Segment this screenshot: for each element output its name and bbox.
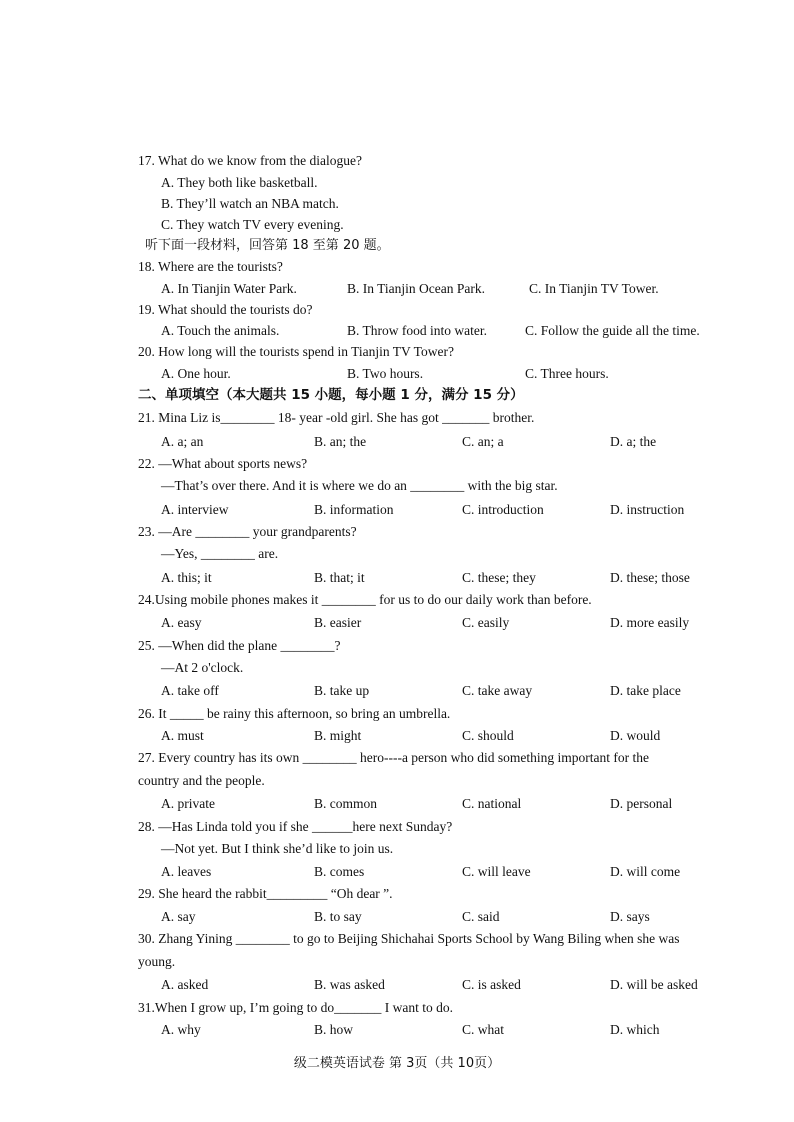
question-24-option-c: C. easily	[462, 615, 510, 630]
question-29-option-c: C. said	[462, 909, 500, 924]
question-24-option-d: D. more easily	[610, 615, 690, 630]
section-2-heading: 二、单项填空（本大题共 15 小题，每小题 1 分，满分 15 分）	[138, 387, 524, 403]
question-24-stem: 24.Using mobile phones makes it ________ for us to do our daily work than before.	[138, 592, 592, 607]
question-23-option-b: B. that; it	[314, 570, 365, 585]
question-28-option-b: B. comes	[314, 864, 365, 879]
question-21-stem: 21. Mina Liz is________ 18- year -old girl. She has got _______ brother.	[138, 410, 535, 425]
question-27-option-d: D. personal	[610, 796, 673, 811]
question-17-stem: 17. What do we know from the dialogue?	[138, 153, 362, 168]
question-26-option-a: A. must	[161, 728, 204, 743]
question-21-option-c: C. an; a	[462, 434, 504, 449]
question-17-option-a: A. They both like basketball.	[161, 175, 318, 190]
question-19-option-c: C. Follow the guide all the time.	[525, 323, 700, 338]
question-25-option-b: B. take up	[314, 683, 370, 698]
question-21-option-b: B. an; the	[314, 434, 367, 449]
page-footer: 级二模英语试卷 第 3页（共 10页）	[293, 1056, 501, 1071]
question-20-option-a: A. One hour.	[161, 366, 231, 381]
question-27-stem: 27. Every country has its own ________ hero----a person who did something important for the	[138, 750, 650, 765]
question-27-line-2: country and the people.	[138, 773, 265, 788]
question-31-option-c: C. what	[462, 1022, 504, 1037]
question-18-stem: 18. Where are the tourists?	[138, 259, 283, 274]
question-25-option-c: C. take away	[462, 683, 533, 698]
question-23-option-a: A. this; it	[161, 570, 212, 585]
question-26-stem: 26. It _____ be rainy this afternoon, so bring an umbrella.	[138, 706, 451, 721]
question-22-stem: 22. —What about sports news?	[138, 456, 308, 471]
question-28-line-2: —Not yet. But I think she’d like to join us.	[161, 841, 394, 856]
question-23-line-2: —Yes, ________ are.	[161, 546, 279, 561]
question-26-option-c: C. should	[462, 728, 514, 743]
question-21-option-a: A. a; an	[161, 434, 204, 449]
question-26-option-d: D. would	[610, 728, 661, 743]
question-22-option-a: A. interview	[161, 502, 229, 517]
question-28-option-a: A. leaves	[161, 864, 212, 879]
question-21-option-d: D. a; the	[610, 434, 657, 449]
question-19-option-b: B. Throw food into water.	[347, 323, 487, 338]
question-28-option-d: D. will come	[610, 864, 681, 879]
question-24-option-a: A. easy	[161, 615, 202, 630]
question-31-option-a: A. why	[161, 1022, 201, 1037]
question-25-option-d: D. take place	[610, 683, 681, 698]
question-22-option-d: D. instruction	[610, 502, 685, 517]
question-31-stem: 31.When I grow up, I’m going to do_______ I want to do.	[138, 1000, 453, 1015]
question-31-option-b: B. how	[314, 1022, 354, 1037]
question-30-line-2: young.	[138, 954, 176, 969]
question-23-option-c: C. these; they	[462, 570, 536, 585]
question-29-option-b: B. to say	[314, 909, 362, 924]
question-23-stem: 23. —Are ________ your grandparents?	[138, 524, 357, 539]
question-20-stem: 20. How long will the tourists spend in Tianjin TV Tower?	[138, 344, 454, 359]
question-18-option-a: A. In Tianjin Water Park.	[161, 281, 297, 296]
question-25-line-2: —At 2 o'clock.	[161, 660, 244, 675]
question-20-option-c: C. Three hours.	[525, 366, 609, 381]
question-31-option-d: D. which	[610, 1022, 660, 1037]
question-29-option-d: D. says	[610, 909, 650, 924]
question-29-option-a: A. say	[161, 909, 196, 924]
question-19-option-a: A. Touch the animals.	[161, 323, 280, 338]
question-30-option-c: C. is asked	[462, 977, 521, 992]
question-22-line-2: —That’s over there. And it is where we do an ________ with the big star.	[161, 478, 558, 493]
question-23-option-d: D. these; those	[610, 570, 690, 585]
question-22-option-b: B. information	[314, 502, 394, 517]
listening-instruction: 听下面一段材料，回答第 18 至第 20 题。	[145, 238, 390, 253]
question-26-option-b: B. might	[314, 728, 362, 743]
question-28-stem: 28. —Has Linda told you if she ______here next Sunday?	[138, 819, 453, 834]
question-25-option-a: A. take off	[161, 683, 219, 698]
question-30-stem: 30. Zhang Yining ________ to go to Beijing Shichahai Sports School by Wang Biling when she was	[138, 931, 680, 946]
question-29-stem: 29. She heard the rabbit_________ “Oh dear ”.	[138, 886, 393, 901]
question-18-option-b: B. In Tianjin Ocean Park.	[347, 281, 485, 296]
question-30-option-a: A. asked	[161, 977, 209, 992]
question-19-stem: 19. What should the tourists do?	[138, 302, 313, 317]
question-25-stem: 25. —When did the plane ________?	[138, 638, 341, 653]
question-18-option-c: C. In Tianjin TV Tower.	[529, 281, 659, 296]
question-30-option-d: D. will be asked	[610, 977, 698, 992]
question-27-option-c: C. national	[462, 796, 522, 811]
question-24-option-b: B. easier	[314, 615, 362, 630]
question-17-option-c: C. They watch TV every evening.	[161, 217, 344, 232]
question-27-option-a: A. private	[161, 796, 215, 811]
question-17-option-b: B. They’ll watch an NBA match.	[161, 196, 339, 211]
question-28-option-c: C. will leave	[462, 864, 531, 879]
question-27-option-b: B. common	[314, 796, 377, 811]
question-30-option-b: B. was asked	[314, 977, 385, 992]
question-22-option-c: C. introduction	[462, 502, 544, 517]
question-20-option-b: B. Two hours.	[347, 366, 424, 381]
